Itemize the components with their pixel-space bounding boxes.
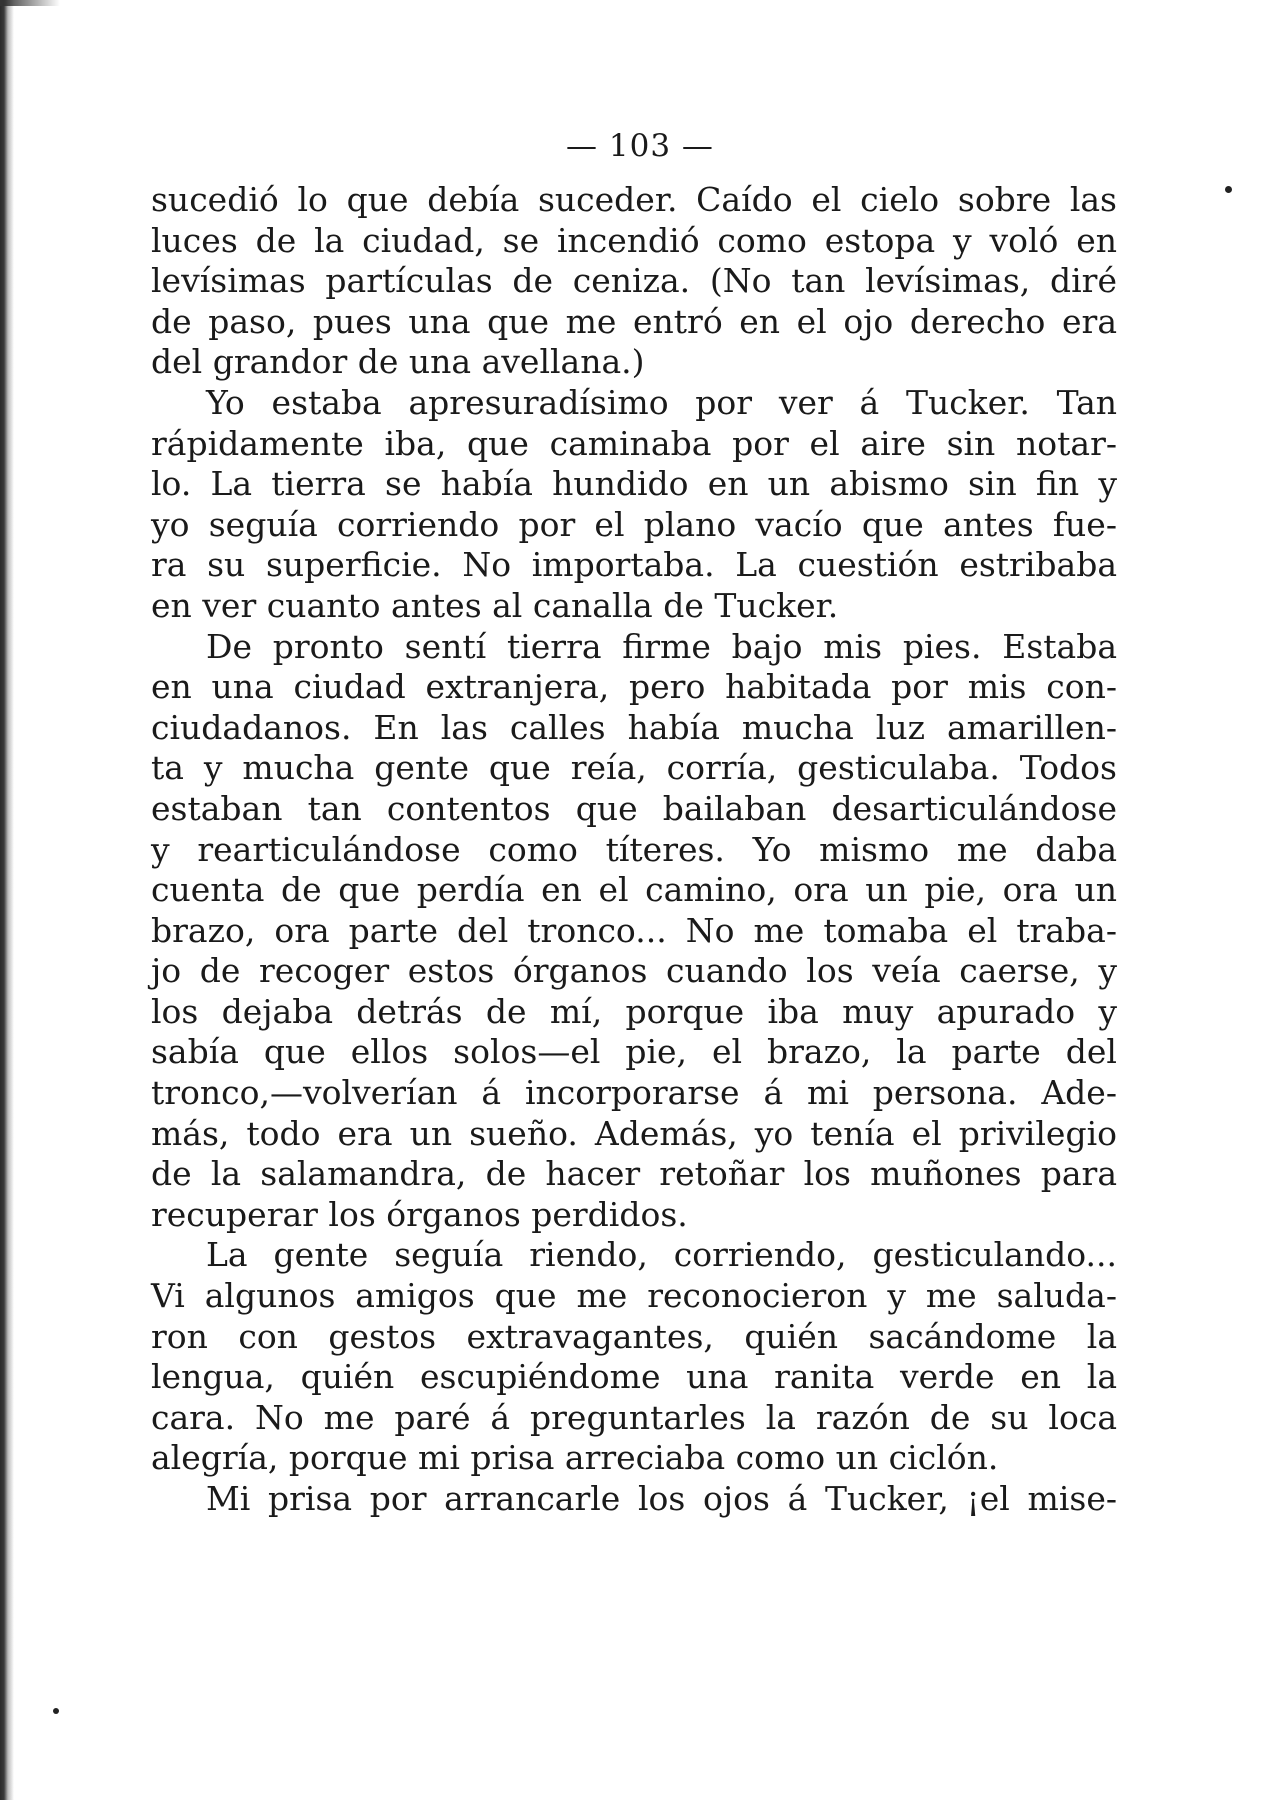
text-line: sabía que ellos solos—el pie, el brazo, la parte del (151, 1032, 1117, 1072)
paragraph-start-line: Mi prisa por arrancarle los ojos á Tucker, ¡el mise- (206, 1479, 1117, 1518)
text-line: Vi algunos amigos que me reconocieron y me saluda- (151, 1276, 1117, 1316)
ink-speck (53, 1708, 59, 1714)
text-line: más, todo era un sueño. Además, yo tenía el privilegio (151, 1113, 1117, 1153)
paragraph-start-line: De pronto sentí tierra firme bajo mis pies. Estaba (206, 626, 1117, 666)
text-line: ra su superficie. No importaba. La cuestión estribaba (151, 545, 1117, 585)
ink-speck (1225, 186, 1232, 193)
text-line: alegría, porque mi prisa arreciaba como un ciclón. (151, 1438, 999, 1478)
text-line: de paso, pues una que me entró en el ojo derecho era (151, 301, 1117, 341)
text-line: rápidamente iba, que caminaba por el aire sin notar- (151, 423, 1117, 463)
text-line: lengua, quién escupiéndome una ranita verde en la (151, 1357, 1117, 1397)
page-number: — 103 — (566, 128, 714, 164)
print-smudge (0, 0, 60, 6)
text-line: en ver cuanto antes al canalla de Tucker. (151, 585, 839, 625)
text-line: de la salamandra, de hacer retoñar los muñones para (151, 1154, 1117, 1194)
text-line: ron con gestos extravagantes, quién sacándome la (151, 1316, 1117, 1356)
text-line: ciudadanos. En las calles había mucha luz amarillen- (151, 707, 1117, 747)
text-line: sucedió lo que debía suceder. Caído el cielo sobre las (151, 180, 1117, 219)
text-line: recuperar los órganos perdidos. (151, 1194, 688, 1234)
text-line: jo de recoger estos órganos cuando los veía caerse, y (151, 951, 1117, 991)
text-line: cara. No me paré á preguntarles la razón de su loca (151, 1397, 1117, 1437)
text-line: estaban tan contentos que bailaban desarticulándose (151, 788, 1117, 828)
text-line: en una ciudad extranjera, pero habitada por mis con- (151, 667, 1117, 707)
text-line: luces de la ciudad, se incendió como estopa y voló en (151, 220, 1117, 260)
text-line: yo seguía corriendo por el plano vacío que antes fue- (151, 504, 1117, 544)
page-binding-edge (0, 0, 14, 1800)
text-line: ta y mucha gente que reía, corría, gesticulaba. Todos (151, 748, 1117, 788)
text-line: levísimas partículas de ceniza. (No tan levísimas, diré (151, 261, 1117, 301)
text-line: los dejaba detrás de mí, porque iba muy apurado y (151, 991, 1117, 1031)
text-line: brazo, ora parte del tronco... No me tomaba el traba- (151, 910, 1117, 950)
text-line: y rearticulándose como títeres. Yo mismo me daba (151, 829, 1117, 869)
text-line: cuenta de que perdía en el camino, ora un pie, ora un (151, 870, 1117, 910)
text-line: tronco,—volverían á incorporarse á mi persona. Ade- (151, 1073, 1117, 1113)
text-line: del grandor de una avellana.) (151, 342, 645, 382)
paragraph-start-line: Yo estaba apresuradísimo por ver á Tucker. Tan (206, 382, 1117, 422)
paragraph-start-line: La gente seguía riendo, corriendo, gesticulando... (206, 1235, 1117, 1275)
page-body-text (151, 180, 1117, 1520)
text-line: lo. La tierra se había hundido en un abismo sin fin y (151, 464, 1117, 504)
